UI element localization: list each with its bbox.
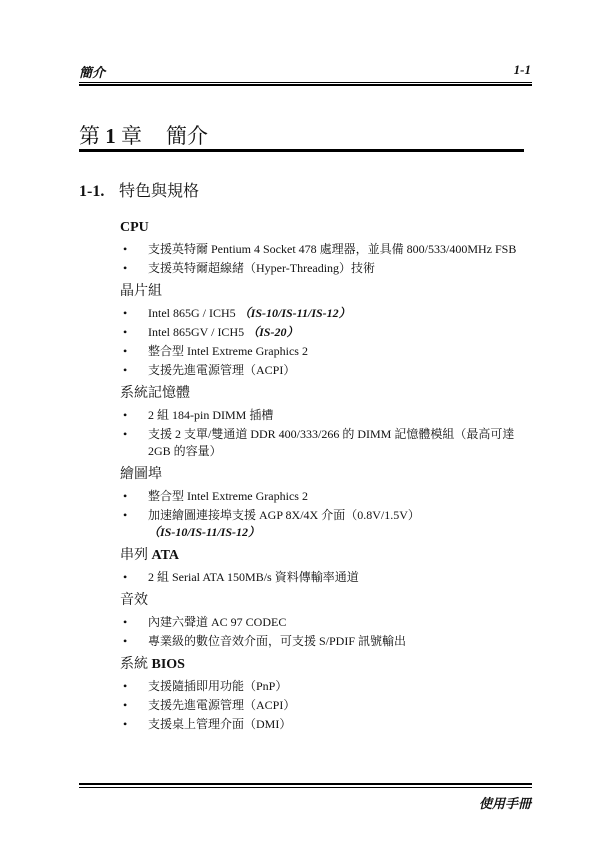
section-title: 特色與規格: [119, 183, 200, 200]
model-note: （IS-10/IS-11/IS-12）: [148, 525, 261, 539]
category-title-sata: 串列 ATA: [120, 548, 179, 563]
model-note: （IS-10/IS-11/IS-12）: [238, 306, 351, 320]
category-list-sata: [120, 569, 530, 586]
category-list-graphics: [120, 488, 530, 541]
header-page-number: 1-1: [513, 62, 531, 77]
category-list-bios: [120, 678, 530, 733]
list-item: • 2 組 184-pin DIMM 插槽: [120, 407, 530, 424]
list-item: • 專業級的數位音效介面，可支援 S/PDIF 訊號輸出: [120, 633, 530, 650]
category-title-memory: 系統記憶體: [120, 386, 190, 401]
list-item: • 支援英特爾 Pentium 4 Socket 478 處理器，並具備 800/533/400MHz FSB: [120, 241, 530, 258]
list-item: • 整合型 Intel Extreme Graphics 2: [120, 488, 530, 505]
list-item: • 支援先進電源管理（ACPI）: [120, 362, 530, 379]
chapter-number: 1: [105, 124, 116, 148]
header-rule-thin: [79, 82, 532, 83]
chapter-name: 簡介: [166, 124, 208, 148]
chapter-title: [79, 120, 208, 150]
category-list-memory: [120, 407, 530, 460]
list-item: • 支援先進電源管理（ACPI）: [120, 697, 530, 714]
list-item: • 支援隨插即用功能（PnP）: [120, 678, 530, 695]
spec-list: [120, 218, 530, 738]
footer-rule-thick: [79, 783, 532, 785]
chapter-rule: [79, 149, 524, 152]
list-item: • 支援 2 支單/雙通道 DDR 400/333/266 的 DIMM 記憶體模組（最高可達 2GB 的容量）: [120, 426, 530, 460]
list-item: • Intel 865G / ICH5 （IS-10/IS-11/IS-12）: [120, 305, 530, 322]
footer-manual-label: 使用手冊: [478, 796, 531, 811]
category-title-chipset: 晶片組: [120, 284, 162, 299]
list-item: • 整合型 Intel Extreme Graphics 2: [120, 343, 530, 360]
category-title-audio: 音效: [120, 593, 148, 608]
model-note: （IS-20）: [247, 325, 299, 339]
chapter-suffix: 章: [121, 124, 142, 148]
list-item: • 內建六聲道 AC 97 CODEC: [120, 614, 530, 631]
category-title-graphics: 繪圖埠: [120, 467, 162, 482]
header-rule-thick: [79, 84, 532, 86]
list-item: • Intel 865GV / ICH5 （IS-20）: [120, 324, 530, 341]
chapter-prefix: 第: [79, 124, 100, 148]
list-item: • 加速繪圖連接埠支援 AGP 8X/4X 介面（0.8V/1.5V） （IS-10/IS-11/IS-12）: [120, 507, 530, 541]
footer-rule-thin: [79, 787, 532, 788]
section-number: 1-1.: [79, 183, 105, 200]
list-item: • 支援桌上管理介面（DMI）: [120, 716, 530, 733]
category-list-chipset: [120, 305, 530, 379]
list-item: • 2 組 Serial ATA 150MB/s 資料傳輸率通道: [120, 569, 530, 586]
section-heading: [79, 178, 199, 201]
category-list-cpu: [120, 241, 530, 277]
header-section-label: 簡介: [79, 65, 106, 80]
category-title-bios: 系統 BIOS: [120, 657, 185, 672]
list-item: • 支援英特爾超線緒（Hyper-Threading）技術: [120, 260, 530, 277]
category-list-audio: [120, 614, 530, 650]
category-title-cpu: CPU: [120, 220, 149, 235]
